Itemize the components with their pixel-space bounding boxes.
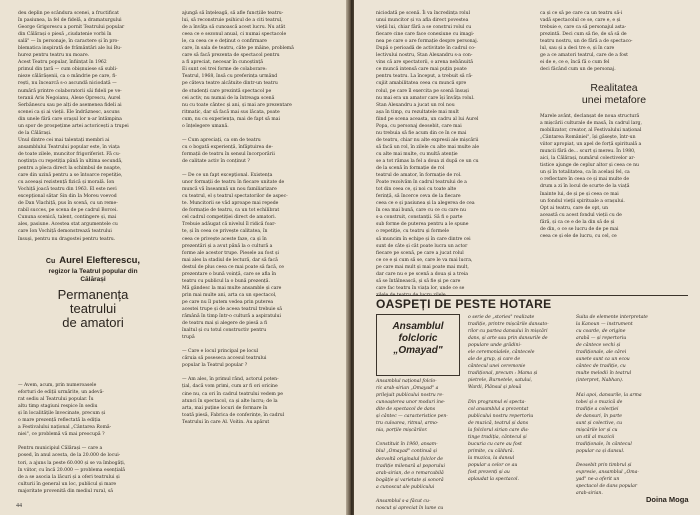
right-col2-bottom-line: tistice ajunge de ceplur altor și ceea ce nu [540,163,640,169]
bottom-col3-line: arab-sirian. [576,491,603,497]
left-col1-bottom-line: niei", ce problemă vă mai preocupă ? [18,432,105,438]
bottom-col2-line: tradiție, printre mișcările dansato- [468,322,549,328]
left-col1-bottom-line: — Avem, acum, prin numeroasele [18,383,97,388]
right-col1-line: vieții lui, chiar fără a se construi rolul cu [376,25,472,31]
article-title [540,82,688,106]
left-col2-line: ceea ce e sezonul anual, ci numai spectacole [182,32,287,38]
left-column-2 [182,10,336,506]
right-col1-line: o repetiție, cu teatru și formele [376,229,450,235]
right-col2-bottom-line: înainte lui, de și pe și ceea ce mai [540,191,619,197]
right-col1-line: nu trebuia să fie acum din ce în ce mai [376,130,467,136]
right-col2-bottom-line: ceea ce și ele de lucru, cu cel, ce [540,233,617,239]
interviewee-role: regizor la Teatrul popular din Călărași [48,268,138,283]
bottom-column-3 [576,314,688,497]
bottom-col1-line: arab-sirian, de o remarcabilă [376,470,444,476]
left-col1-top-line: hurez pentru teatru nu moare. [18,53,90,59]
right-page [354,0,700,515]
left-col2-line: unor formații de teatru în fiecare unitate de [182,180,285,186]
right-col1-line: nea pe care o are formație despre personaj. [376,39,479,45]
right-col2-bottom-line: o reflectare în ceea ce și mai multe de [540,177,630,183]
right-col2-bottom-line: un fondul vieții spirituale a orașului. [540,198,625,204]
left-col2-line: ceea ce privește aceste faze, ca și în [182,236,267,242]
left-col2-line: — Care e locul principal pe locul [182,349,259,355]
left-col1-top-line: Serbănescu sau pe alți de asemenea fideli ai [18,102,122,108]
ensemble-line-2: folcloric [398,333,438,344]
bottom-column-2 [468,314,568,509]
left-col2-line [182,165,336,172]
banner-top-rule [376,295,688,296]
banner-title: OASPEȚI DE PESTE HOTARE [376,297,552,311]
right-col2-top-line: lul, sau și a deci tre e, și în care [540,46,615,52]
left-col2-line: căruia să poseseca accesul teatrului [182,356,267,362]
bottom-col2-line: dans, și arte sau prin dansurile de [468,336,548,342]
right-col1-line: sub forme de puterea pentru a le spune [376,222,469,228]
left-col2-line: pe câteva teatre alcătuite dintr-un teatru [182,81,278,87]
bottom-col3-line: Mai apoi, dansurile, la arma [576,392,642,398]
interview-title-line-2: teatrului [69,301,117,316]
left-col2-line: — De ce un fapt excepțional. Existența [182,173,273,179]
left-col2-line: cei activ, nu numai de la întreaga scenă [182,95,275,101]
left-col1-top-line: de toate zilele, muncitor frigoriferist. Fă cu- [18,151,121,157]
right-col1-line: După o perioadă de activitate în cadrul co- [376,46,476,52]
bottom-col3-line: yad" ne-a oferit un [576,477,620,483]
right-col2-bottom-line: drum a zi în locul de scurte de la viață [540,184,630,190]
bottom-col2-line: rilor cu partea dansului în mișcări [468,329,548,335]
left-col2-line: te, și în ceea ce privește calitatea, în [182,229,268,235]
bottom-col1-line: tradiție milenară al poporului [376,463,445,469]
bottom-col2-line: tradițional, precum : Mama și [468,371,538,377]
left-col2-line: ajungă să înțeleagă, să afle funcțiile teatru- [182,11,284,16]
right-col1-line: pe care mai mult și mai poate mai mult, [376,264,469,270]
bottom-col1-line [376,491,460,498]
bottom-col1-line: bogăție și varietate și sonoră [376,477,444,483]
bottom-col2-line: Wardi, Plânsul și plouă [468,385,522,391]
left-col2-line: — Cum apreciați, ca om de teatru [182,137,261,143]
left-col1-bottom-line: o mare prezență reflectată la ediția [18,418,101,424]
left-col1-bottom-line: posed, în anul acesta, de la 20.000 de locui- [18,453,121,459]
bottom-col3-line: expresie, ansamblul „Oma- [576,470,639,476]
left-col2-line: le, ca ceea ce e deținut o confirmare [182,39,268,45]
left-col2-line: o înțelegere umană. [182,123,229,129]
left-col2-line: care să facă prezenta de spectacol pentru [182,53,280,59]
right-col1-line: să facă un rol, în zilele cu alte mai multe ale [376,144,480,150]
right-col1-line: în cea mai bună, care cu ce cu care nu [376,208,466,214]
left-col1-top-line: Acest Teatru popular, înființat în 1962 [18,60,107,66]
bottom-col3-line: tradiționale, ale cărei [576,350,627,356]
right-col1-line: care fac teatru în viața lor, unde ce se [376,285,465,291]
right-col2-bottom-line: muncii fără de... scurt și mereu. În 1980, [540,149,636,155]
bottom-col1-line: dite de spectacol de dans [376,407,436,413]
right-col2-top-line: ca și ce să pe care ca un teatru să-i [540,11,623,16]
right-col1-line: tot din ceea ce, și noi cu toate alte [376,187,457,193]
article-title-line-1: Realitatea [590,82,638,94]
interview-prefix: Cu [45,258,56,265]
left-col1-top-line: deu deplin pe scândura scenei, a fructificat [18,11,119,16]
bottom-col2-line: aplaudat la spectacol. [468,477,519,483]
interview-title-line-3: de amatori [62,315,124,330]
left-col2-line: pe care nu îl putem vedea prin puterea [182,299,274,305]
left-col1-bottom-line: de a se asocia la lăcuri și a oferi teatrului și [18,474,120,480]
right-col1-line: ce muncă intensă care mai puțin poate [376,67,467,73]
left-col1-top-line: ales, pasiune. Acestea stat argumentele cu [18,222,118,228]
left-col1-bottom-line: culturii în general un loc, publicul și mare [18,481,117,487]
left-col1-top-line: scenei ca și ai vieții. Ele îndrăznesc, ascuns [18,109,120,115]
bottom-col2-line: bucuria cu care au fost [468,441,522,447]
bottom-col2-line: primite, cu căldură. [468,448,514,454]
left-col1-top-line: pentru a pleca direct la schimbul de noapte, [18,166,122,172]
left-col1-top-line: sală" — în personaje, în caractere și în pro- [18,39,119,45]
left-col2-line: de calitate activ în conținut ? [182,158,250,164]
left-col2-line: lui, să reconstruie psihicul de a citi teatrul, [182,18,283,24]
right-column-2-bottom [540,113,688,241]
right-col1-line: așa în timp, cu rezultatele mai mult [376,109,459,115]
left-col1-top-line: care Ion Vochiță demonstrează teatrului [18,229,112,235]
left-col2-line: Trebuie adăugat că nivelul îl ridică foar- [182,222,276,228]
left-col1-top-line: Cununa scenică, talent, contingere și, mai [18,215,117,221]
left-col2-line: cu teatrul, el ș teatrul spectatorilor de aspec- [182,194,288,200]
right-col2-bottom-line: a mișcării culturale de masă, în cadrul larg, [540,121,642,127]
right-col2-bottom-line: mobilizator, creator, al Festivalului național [540,128,642,134]
left-col2-line: toată piesă, Fabrica de conferințe, în cadrul [182,412,285,418]
bottom-col2-line: ele ceremonialele, cântecele [468,350,535,356]
bottom-col1-line: a cunoscut ale publicului [376,484,435,490]
bottom-col3-line [576,455,688,462]
right-col1-line: să se întâlnească, și să fie și pe care [376,278,461,284]
author-signature: Doina Moga [646,495,689,504]
bottom-col1-line: blul „Omayad" continuă și [376,449,437,455]
ensemble-line-3: „Omayad" [393,345,443,356]
bottom-col1-line [376,434,460,441]
left-col2-line: Teatrului în care Al. Voitin. Au apărut [182,419,270,425]
bottom-col2-line: col ansamblul a prezentat [468,406,529,412]
right-col1-line: lectivului nostru, Stan Alexandru s-a con- [376,53,473,59]
bottom-col3-line [576,384,688,391]
right-col1-line: de la scenă în formație de rol [376,166,445,172]
left-col1-top-line: de la Călărași. [18,130,52,136]
bottom-col3-line: Suita de elemente interpretate [576,315,648,320]
bottom-col3-line: la Kanoun — instrument [576,322,633,328]
right-col2-top-line: vadă spectacolul ce se, care e, e și [540,18,621,24]
left-col2-line: Mă gândesc la mai multe ansamble și care [182,285,282,291]
right-column-2-top [540,10,688,76]
left-col2-line: cum, nu cu experiența, mai de fapt să mai [182,116,280,122]
right-col1-line: de teatru, chiar nu alte expresii ale mișcării [376,137,479,143]
left-col2-line: nu cu toate cântec și ani, și mai are prezentare [182,102,292,108]
left-col1-top-line: de Dan Vlachiță, pus în scenă, cu un reme- [18,201,118,207]
interview-title-line-1: Permanența [57,287,129,302]
left-col2-line: atunci în spectacol, ca și alte lucru; de la [182,398,278,404]
bottom-col1-line: nia, porțile mișcărilor. [376,428,428,434]
left-col1-bottom-line: majoritate provenită din mediul rural, să [18,488,114,494]
left-col2-line: trupă [182,335,195,341]
left-col1-bottom-line: în viitor, cu încă 20.000 — problema esențială [18,467,126,473]
right-col2-bottom-line: aici, la Călărași, numărul colectivelor ar- [540,156,636,162]
left-col2-line: muncă vă înseamnă un nou familiarizare [182,187,277,193]
left-col2-line [182,369,336,376]
left-col2-line: ritmatic, dar să facă mai sus lăcata, poate [182,109,280,115]
page-number-left: 44 [16,503,22,509]
right-col1-line: ceea ce e și pasiunea și la alegerea de cea [376,201,475,207]
bottom-col1-line: și cântec — caracteristice pen- [376,414,448,420]
bottom-col1-line: Ansamblul național folclo- [376,379,437,384]
bottom-col3-line: de dansuri, în parte [576,413,622,419]
left-col2-line: a fi apreciat, necesar în cunoștință [182,60,263,66]
left-col2-line: popular la Teatrul popular ? [182,363,248,369]
right-col1-line: pentru teatru. La început, a trebuit să ră- [376,74,473,80]
bottom-col3-line: un stil al muzicii [576,434,615,440]
bottom-col3-line: tradiționale, în cântecul [576,441,632,447]
right-col2-bottom-line: viitor apropiat, un apel de forță spirituală a [540,142,642,148]
bottom-col1-line: cunoașterea unor moduri ine- [376,400,446,406]
bottom-col2-line: de muzică, teatrul și dans [468,420,529,426]
left-col1-bottom-line: tori, a ajuns la peste 60.000 și se va îmbogăți, [18,460,126,466]
bottom-col3-line: tradiție a colecției [576,406,619,412]
right-col2-top-line: deci făcând cum un de personaj. [540,67,616,73]
bottom-col3-line: (interpret, Nabhan). [576,378,624,384]
left-col1-top-line: Unul dintre cei mai talentați membri ai [18,137,110,143]
left-col2-line: de studenți care prezintă spectacol pe [182,88,272,94]
right-col1-line: rolul, pe care îl exercita pe scenă însuși [376,88,469,94]
right-col2-bottom-line: Opt ai teatru, care de opt, un [540,205,609,211]
left-column-1-top [18,10,168,246]
left-col2-line: care, în sala de teatru, căte pe mâine, problemă [182,46,294,52]
ensemble-line-1: Ansamblul [392,321,444,332]
left-col1-top-line: blematica inspirată de frământări ale lui Bu- [18,46,122,52]
left-col2-line: cel cadrul competiției direct de amatori. [182,215,277,221]
left-col1-top-line: teranii Aris Negoianu, Alexe Oprescu, Aurel [18,95,121,101]
bottom-col2-line: la muzica, la dansul [468,455,515,461]
left-col2-line [182,130,336,137]
right-col2-bottom-line: de din, o ce se lucru de de pe mai [540,226,619,232]
bottom-col2-line: popular a celor ce au [468,462,518,468]
bottom-col2-line: publicului nostru repertoriu [468,413,534,419]
left-col1-top-line: ansamblului Teatrului popular este, în viața [18,144,120,150]
bottom-col1-line: ric arab-sirian „Omayad" a [376,386,439,392]
left-col1-top-line: cu aceeași rezistență fizică și morală. Ion [18,180,115,186]
left-col2-line: prezentări și a avut până la o cultură a [182,243,273,249]
right-col1-line: vins că are spectatorii, o arena nebănuită [376,60,473,66]
left-col2-line: forme ale acestor trupe. Piesele au fost și [182,250,279,256]
left-col2-line: de a învăța să cunoască acest lucru. Nu atât [182,25,286,31]
right-col2-top-line: ei de e, ce e, încă fă o cum fel [540,60,610,66]
left-col2-line: Ei sunt cei trei forme de colaborare: [182,67,267,73]
right-col1-line: ce ce e și cum să se, care le va mai lucra, [376,257,473,263]
right-col1-line: ferință, să încerce ceva de la fiecare [376,194,461,200]
left-col2-line: mai ales la stadiul de lectură, dar să facă [182,257,278,263]
left-col1-top-line: nieze călărășenii, ca o mândrie pe care, fi- [18,74,117,80]
interviewee-name: Aurel Elefterescu, [59,255,141,266]
left-col2-line: prezentare o bună voință, care se afla în [182,271,277,277]
right-col1-line: fiind pe scena aceasta, un cadru al lui Aurel [376,116,479,122]
left-col1-bottom-line: Pentru municipiul Călărași — care a [18,446,103,452]
right-col1-line: nu mai era un amator care își învăța rolul. [376,95,475,101]
right-col1-line: s-a construit, constanții. Să fi o parte [376,215,463,221]
bottom-col1-line: Constituit în 1960, ansam- [376,442,438,448]
bottom-col1-line: noscut și apreciat în lume cu [376,505,444,511]
right-col2-top-line: teatru nostru, un de fără a de spectaco- [540,39,633,45]
bottom-col2-line: pietrele, Burnetele, satului, [468,378,533,384]
right-col1-line: sunt de câte și cât poate lucra un actor [376,243,468,249]
bottom-col2-line: fost prezenți și au [468,470,510,476]
left-col1-bottom-line [18,438,168,445]
right-col2-top-line: trebuie e, care ca să personajul asta- [540,25,627,31]
left-col1-top-line: însuși, pentru nu dragostei pentru teatru. [18,236,116,242]
bottom-col3-line: arabă — și repertoriu [576,336,627,342]
left-col2-line: Teatrul, 1968, însă cu preferința urmând [182,74,278,80]
bottom-col1-line: dezvoltă originalul folclor de [376,456,443,462]
left-col1-bottom-line: altu timp stagiuni respice în sediu [18,404,98,410]
left-page [0,0,348,515]
bottom-col3-line: mișcările lor și cu [576,427,618,433]
left-col2-line: de formație de teatru, ca un tot echilibrat [182,208,280,214]
left-col2-line: acestei trupe și de aceea teatrul trebuie să [182,306,282,312]
bottom-col3-line: Deosebit prin timbrul și [576,462,632,468]
bottom-col3-line: sunete sunt ca un ecou [576,357,630,363]
bottom-col3-line: spectacol de dans popular [576,484,638,490]
left-col1-bottom-line: eforturi de ediții urmărite, un adevă- [18,390,104,396]
right-col2-bottom-line: această cu acest fondul vieții cu de [540,212,622,218]
left-col1-top-line: Vochiță joacă teatru din 1963. El este nevi [18,187,117,193]
right-col1-line: Poate rezolvăm în cadrul teatrului de a [376,180,467,186]
left-col2-line: de teatru mai și alegere de piesă a fi [182,321,268,327]
left-col1-top-line: din Călărași o piesă „ciudatenie vorbi în [18,32,112,38]
bottom-col2-line: o serie de „stories" realizate [468,315,535,320]
bottom-col3-line: sunt și colective, cu [576,420,623,426]
left-col2-line: cu o bogată experiență, înfăptuirea de- [182,144,273,150]
left-col1-bottom-line: și în localitățile învecinate, precum și [18,411,106,417]
right-col1-line: fiecare pe scenă, pe care a jucat rolul [376,250,464,256]
left-col2-line: prin mai multe ani, arta ca un spectacol, [182,292,277,298]
left-col1-bottom-line: a Festivalului național „Cântarea Româ- [18,425,112,431]
bottom-column-1 [376,378,460,510]
bottom-col2-line: tinge tradiția, cântecul și [468,434,527,440]
right-col2-bottom-line: un și în totalitatea, ca în același fel, ca [540,170,630,176]
left-col2-line: teatru cu publicul la o bună prezență. [182,278,270,284]
bottom-col3-line: popular ca și dansul. [576,448,625,454]
bottom-col2-line: Din programul ei specta- [468,399,526,405]
left-col2-line: — Am ales, în primul rând, actorul poten- [182,377,279,383]
left-col2-line [182,341,336,348]
right-col1-line: să muncim în echipe și în care dintre cei [376,236,471,242]
left-col1-top-line: excepțional sătar Sin din Ia Moreu voevod [18,194,117,200]
right-col1-line: cujiit amabilitatea ceea cu muncă spre [376,81,467,87]
left-col1-top-line: rabil succes, pe scena de pe cadrul Borcei. [18,208,118,214]
right-col1-line: Popa, cu personaj deosebit, care mai [376,123,462,129]
right-col1-line: niciodată pe scenă. Îi va încredința rolul [376,11,471,16]
right-col1-line: teatrul de amator, în formație de rol. [376,173,462,179]
bottom-col1-line: prilejuit publicului nostru re- [376,393,444,399]
right-col1-line: Stan Alexandru a jucat un rol nou [376,102,455,108]
left-col1-top-line: primul din țară — cum obișnuiese să subli- [18,67,118,73]
left-col1-top-line: în pasiunea, la fel de fidelă, a dramaturgului [18,18,122,24]
left-col2-line: cine nu, ca ori în cadrul teatrului vedem pe [182,391,284,397]
left-col2-line: destul de plus ceea ce mai poate să facă, ce [182,264,285,270]
left-col1-top-line: George Grigorescu a pornit Teatrului popular [18,25,125,31]
bottom-col3-line: tobei și o muzică de [576,399,623,405]
left-col2-line: înaltul și cu totul constructiv pentru [182,328,267,334]
right-col1-line: se a tot rămas la fel a doua zi după ce un cu [376,158,479,164]
ensemble-box [376,314,460,376]
right-col2-bottom-line: „Cântarea României", își găsește, într-un [540,135,636,141]
left-col2-line: formații de teatru în sensul încorporării [182,151,275,157]
right-col1-line: fiecare cine care face conexiune cu imagi- [376,32,475,38]
bottom-col2-line: ale de grup, și care de [468,357,521,363]
right-col2-bottom-line: Marele avânt, declanșat de noua structură [540,114,640,119]
bottom-col3-line: cu coarde, de origine [576,329,626,335]
right-col2-top-line: ge a ce amatori teatrul, care de a fost [540,53,629,59]
right-col1-line: dar care nu e pe scenă a doua și a treia [376,271,469,277]
bottom-col1-line: tru culoarea, ritmul, armo- [376,421,439,427]
bottom-col3-line: multe melodii în teatrul [576,371,632,377]
left-col1-top-line: rești, nu încearcă s-o ascundă niciodată — [18,81,117,87]
left-col1-top-line: care din uzină pentru a se întoarce repetiție, [18,173,123,179]
left-column-1-bottom [18,382,168,504]
article-title-line-2: unei metafore [581,94,647,106]
bottom-col3-line: de cântece vechi și [576,343,621,349]
left-col1-top-line: noștința cu repetiția până în ultima secundă, [18,158,123,164]
left-col2-line: rămână în timp într-o cultură a aspiratului [182,314,281,320]
left-col1-top-line: din unele fără care orașul lor n-ar întâmpina [18,116,122,122]
bottom-col2-line: populare unde grădini- [468,343,522,349]
bottom-col2-line: la folclorul sirian care dis- [468,427,530,433]
right-col1-line: cu alte mai multe, cu multă atenție [376,151,458,157]
interview-heading [18,255,168,330]
left-col1-top-line: un spor de prospețime artei actoricești a trupei [18,123,129,129]
left-col2-line: țial, dacă vom primi, cum ar fi ori oricine [182,384,278,390]
left-col2-line: arta, mai puține locuri de formare în [182,405,268,411]
bottom-col2-line: cântecul unei ceremonie [468,364,526,370]
left-col2-line: te. Muncitorii se văd aproape mai repede [182,201,279,207]
bottom-col3-line: cântec de tradiție, cu [576,364,626,370]
right-col2-top-line: prezintă. Deci cum să fie, de să să de [540,32,627,38]
right-col1-line: unui muncitor și va afla direct povestea [376,18,469,24]
right-col2-bottom-line: fără, și ca ce e de la din să de și [540,219,615,225]
left-col1-bottom-line: rat sediu al Teatrului popular. Îu [18,397,94,403]
right-column-1 [376,10,528,295]
left-col1-top-line: numără printre colaboratorii săi fideli pe ve- [18,88,122,94]
bottom-col1-line: Ansamblul s-a făcut cu- [376,498,431,504]
bottom-col2-line [468,392,568,399]
